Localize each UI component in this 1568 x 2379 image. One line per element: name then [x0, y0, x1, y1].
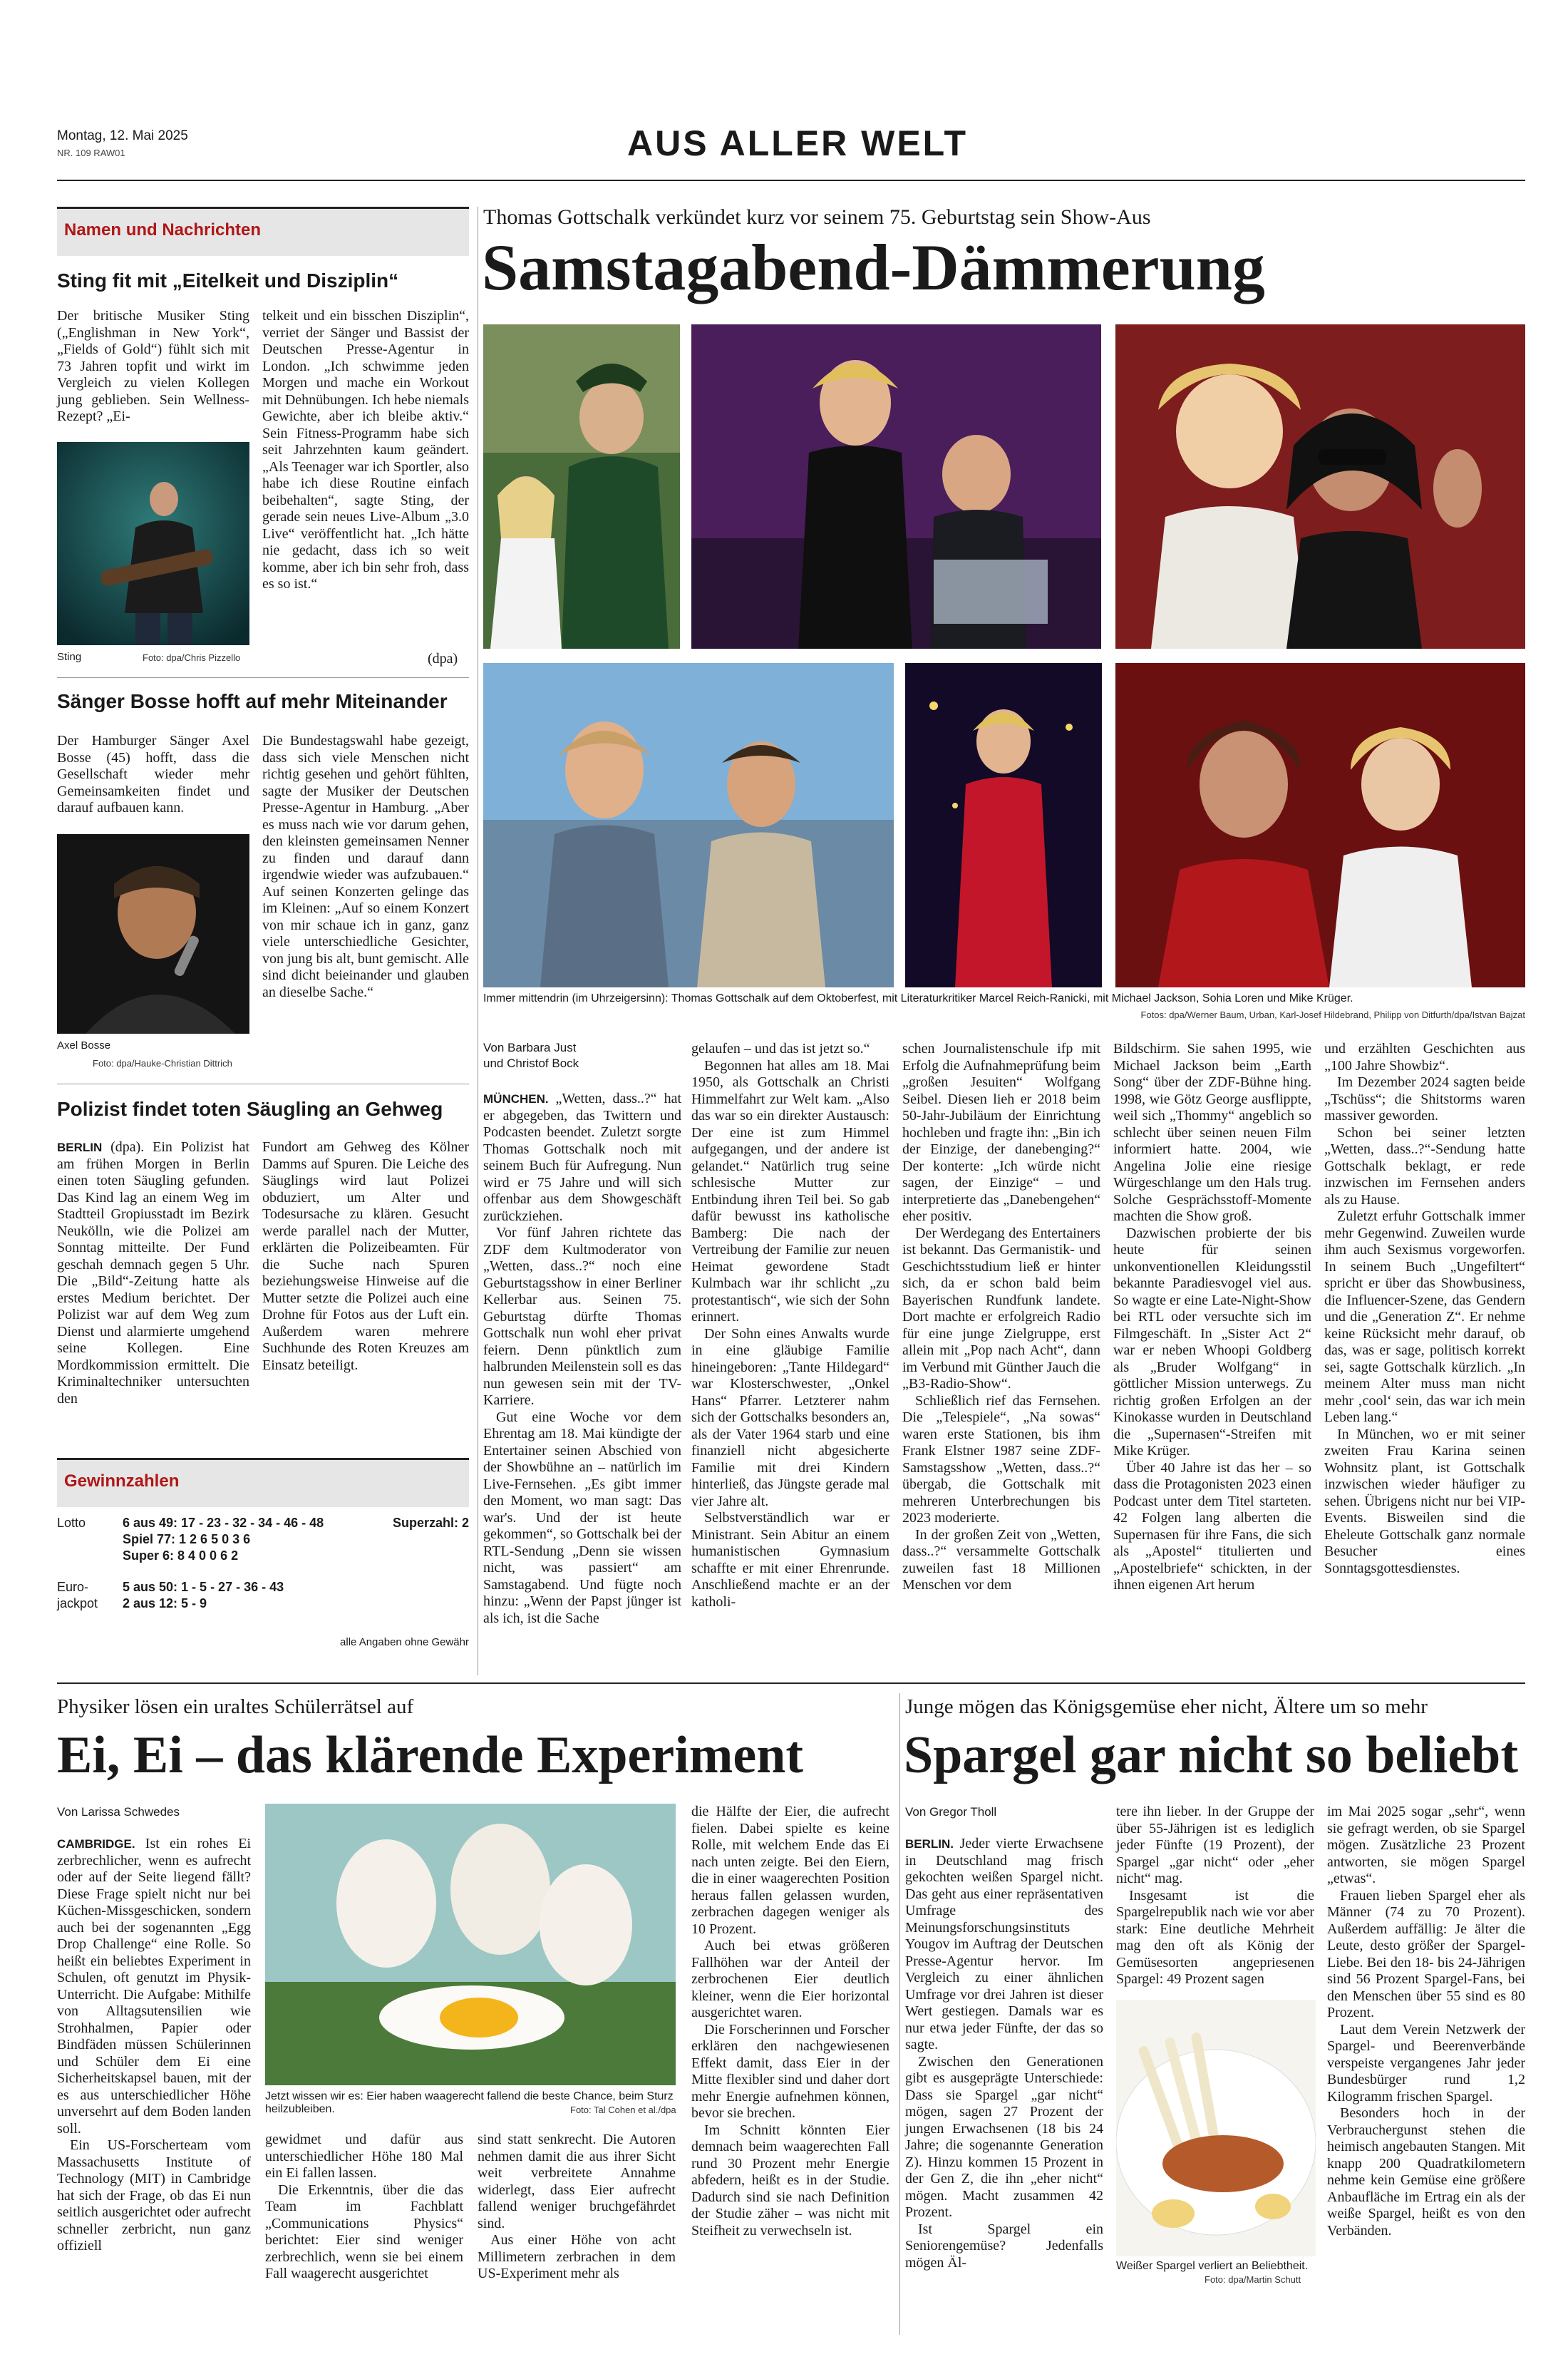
sting-caption: Sting: [57, 651, 82, 663]
egg-col2: [265, 2132, 463, 2283]
egg-photo: [265, 1804, 676, 2085]
main-text-2c: Der Sohn eines Anwalts wurde in eine gläubige Familie hineingeboren: „Tante Hildegard“ war Klosterschwester, „Onkel Hans“ Pfarrer. Letzterer nahm sich der Gottschalks besonders an, als der Vater 1964 starb und eine finanziell nicht abgesicherte Familie mit drei Kindern hinterließ, das Jüngste gerade mal vier Jahre alt.: [691, 1325, 889, 1509]
spargel-byline: Von Gregor Tholl: [905, 1805, 997, 1819]
spargel-text-2: tere ihn lieber. In der Gruppe der über 55-Jährigen ist es lediglich jeder Fünfte (19 Prozent), der Spargel „gar nicht“ oder „eher nicht“ mag.: [1116, 1804, 1314, 1886]
main-text-5b: Im Dezember 2024 sagten beide „Tschüss“; die Shitstorms waren massiver geworden.: [1324, 1074, 1525, 1124]
lotto-super6: Super 6: 8 4 0 0 6 2: [123, 1548, 239, 1563]
main-text-2: gelaufen – und das ist jetzt so.“: [691, 1041, 870, 1057]
main-col1: [483, 1091, 681, 1627]
main-text-1b: Vor fünf Jahren richtete das ZDF dem Kultmoderator von „Wetten, dass..?“ noch eine Geburtstagsshow in einer Berliner Kellerbar aus. Seinen 75. Geburtstag dürfte Thomas Gottschalk nun wohl eher privat feiern. Denn pünktlich zum halbrunden Meilenstein soll es das nun gewesen sein mit der TV-Karriere.: [483, 1225, 681, 1408]
spargel-text-3b: Frauen lieben Spargel eher als Männer (74 zu 70 Prozent). Außerdem auffällig: Je älter die Leute, desto größer der Spargel-Liebe. Bei den 18- bis 24-Jährigen sind 56 Prozent Spargel-Fans, bei den Menschen über 55 sind es 80 Prozent.: [1327, 1887, 1525, 2020]
baby-body-1: (dpa). Ein Polizist hat am frühen Morgen in Berlin einen toten Säugling gefunden. Das Kind lag an einem Weg im Stadtteil Gropiusstadt im Bezirk Neukölln, wie die Polizei am Sonntag mitteilte. Der Fund geschah demnach gegen 5 Uhr. Die „Bild“-Zeitung hatte als erstes Medium berichtet. Der Polizist war auf dem Weg zum Dienst und alarmierte umgehend seine Kollegen. Eine Mordkommission ermittelt. Die Kriminaltechniker untersuchten den: [57, 1139, 249, 1407]
egg-body-1a: Ist ein rohes Ei zerbrechlicher, wenn es aufrecht oder auf der Seite liegend fällt? Diese Frage spielt nicht nur bei Küchen-Missgeschicken, sondern auch bei der sogenannten „Egg Drop Challenge“ eine Rolle. So heißt ein beliebtes Experiment in Schulen, oft genutzt im Physik-Unterricht. Die Aufgabe: Mithilfe von Alltagsutensilien wie Strohhalmen, Papier oder Bindfäden müssen Schülerinnen und Schüler dem Ei eine Sicherheitskapsel bauen, mit der es aus unterschiedlicher Höhe unversehrt auf dem Boden landen soll.: [57, 1836, 252, 2137]
main-text-2b: Begonnen hat alles am 18. Mai 1950, als Gottschalk an Christi Himmelfahrt zur Welt kam. „Also das war so ein direkter Austausch: Der eine ist zum Himmel aufgegangen, und der andere ist gelandet.“ Natürlich trug seine schlesische Mutter zur Entbindung ihren Teil bei. So gab dafür bewusst ins katholische Bamberg: Die nach der Vertreibung der Familie zur neuen Heimat gewordene Stadt Kulmbach war ihr schlicht „zu protestantisch“, wie sich der Sohn erinnert.: [691, 1057, 889, 1325]
main-body-1a: „Wetten, dass..?“ hat er abgegeben, das Twittern und Podcasten beendet. Zuletzt sorgte Thomas Gottschalk noch mit seinem Buch für Aufregung. Nun wird er 75 Jahre und will sich offenbar aus dem Showgeschäft zurückziehen.: [483, 1091, 682, 1224]
baby-col2: [262, 1139, 469, 1374]
baby-text-2: Fundort am Gehweg des Kölner Damms auf Spuren. Die Leiche des Säuglings wird laut Polizei obduziert, um Alter und Todesursache zu klären. Gesucht werde parallel nach der Mutter, erklärten die Polizeibeamten. Für die Suche nach Spuren beziehungsweise Hinweise auf die Mutter setzte die Polizei auch eine Drohne für Fotos aus der Luft ein. Außerdem waren mehrere Suchhunde des Roten Kreuzes am Einsatz beteiligt.: [262, 1139, 469, 1373]
spargel-col3: [1327, 1804, 1525, 2239]
bosse-headline: Sänger Bosse hofft auf mehr Miteinander: [57, 690, 448, 712]
spargel-dateline: BERLIN.: [905, 1837, 954, 1851]
lotto-rubric: Gewinnzahlen: [64, 1471, 180, 1491]
bosse-caption: Axel Bosse: [57, 1039, 111, 1052]
sidebar-rubric: Namen und Nachrichten: [64, 220, 262, 240]
main-kicker: Thomas Gottschalk verkündet kurz vor seinem 75. Geburtstag sein Show-Aus: [483, 205, 1151, 229]
spargel-caption: Weißer Spargel verliert an Beliebtheit.: [1116, 2260, 1309, 2272]
bosse-text-1: Der Hamburger Sänger Axel Bosse (45) hofft, dass die Gesellschaft wieder mehr Gemeinsamkeiten findet und darauf aufbauen kann.: [57, 733, 249, 816]
sting-col2: [262, 308, 469, 593]
egg-text-3b: Aus einer Höhe von acht Millimetern zerbrachen in dem US-Experiment mehr als: [478, 2232, 676, 2281]
baby-dateline: BERLIN: [57, 1141, 103, 1154]
main-text-1c: Gut eine Woche vor dem Ehrentag am 18. Mai kündigte der Entertainer seinen Abschied von der Showbühne an – natürlich im Live-Fernsehen. „Es gibt immer den Moment, wo man sagt: Das war's. Und der ist heute gekommen“, so Gottschalk bei der RTL-Sendung „Denn sie wissen nicht, was passiert“ am Samstagabend. Und fügte noch hinzu: „Wenn der Papst jünger ist als ich, ist die Sache: [483, 1409, 681, 1626]
issue-number: NR. 109 RAW01: [57, 148, 125, 158]
main-text-4: Bildschirm. Sie sahen 1995, wie Michael Jackson beim „Earth Song“ über der ZDF-Bühne hing. 1998, wie Götz George ausflippte, weil sich „Thommy“ angeblich so schlecht über seinen neuen Film informiert hatte. 2004, wie Angelina Jolie eine riesige Würgeschlange um den Hals trug. Solche Gesprächsstoff-Momente machten die Show groß.: [1113, 1041, 1311, 1224]
spargel-credit: Foto: dpa/Martin Schutt: [1205, 2274, 1301, 2285]
main-text-3: schen Journalistenschule ifp mit Erfolg die Aufnahmeprüfung beim „großen Jesuiten“ Wolfgang Seibel. Diesen lieh er 2018 beim 50-Jahr-Jubiläum der Einrichtung hochleben und fragte ihn: „Bin ich der Einzige, der danebenging?“ Der konterte: „Ich würde nicht sagen, der Einzige“ – und interpretierte das „Danebengehen“ eher positiv.: [902, 1041, 1100, 1224]
lotto-superzahl: Superzahl: 2: [392, 1516, 469, 1530]
main-text-5: und erzählten Geschichten aus „100 Jahre Showbiz“.: [1324, 1041, 1525, 1074]
sting-text-2: telkeit und ein bisschen Disziplin“, verriet der Sänger und Bassist der Deutschen Presse-Agentur in London. „Ich schwimme jeden Morgen und mache ein Workout mit Dehnübungen. Ich hebe niemals Gewichte, aber ich bleibe aktiv.“ Sein Fitness-Programm habe sich seit Jahrzehnten kaum geändert. „Als Teenager war ich Sportler, also habe ich diese Routine einfach beibehalten“, sagte Sting, der gerade sein neues Live-Album „3.0 Live“ veröffentlicht hat. „Ich hätte nie gedacht, dass ich so weit komme, aber ich bin sehr froh, dass es so ist.“: [262, 308, 469, 592]
spargel-body-1a: Jeder vierte Erwachsene in Deutschland mag frisch gekochten weißen Spargel nicht. Das geht aus einer repräsentativen Umfrage des Meinungsforschungsinstituts Yougov im Auftrag der Deutschen Presse-Agentur hervor. Im Vergleich zu einer ähnlichen Umfrage vor drei Jahren ist dieser Wert gestiegen. Damals war es nur etwa jeder Fünfte, der das so sagte.: [905, 1836, 1104, 2052]
spargel-col1: [905, 1836, 1103, 2271]
main-headline: Samstagabend-Dämmerung: [482, 231, 1265, 304]
egg-caption: Jetzt wissen wir es: Eier haben waagerecht fallend die beste Chance, beim Sturz heilzubleiben.: [265, 2090, 674, 2115]
spargel-text-3: im Mai 2025 sogar „sehr“, wenn sie gefragt werden, ob sie Spargel mögen. Zusätzliche 23 Prozent antworten, sie mögen Spargel „etwas“.: [1327, 1804, 1525, 1886]
photo-reich-ranicki: [691, 324, 1101, 649]
main-text-5e: In München, wo er mit seiner zweiten Frau Karina seinen Wohnsitz plant, ist Gottschalk inzwischen wieder häufiger zu sehen. Übrigens nicht nur bei VIP-Events. Bisweilen sind die Eheleute Gottschalk ganz normale Besucher eines Sonntagsgottesdienstes.: [1324, 1426, 1525, 1576]
lotto-6aus49: 6 aus 49: 17 - 23 - 32 - 34 - 46 - 48: [123, 1516, 324, 1530]
spargel-text-2b: Insgesamt ist die Spargelrepublik nach wie vor aber stark: Eine deutliche Mehrheit mag den oft als König der Gemüsesorten angepriesenen Spargel: 49 Prozent sagen: [1116, 1887, 1314, 1987]
main-col5: [1324, 1041, 1525, 1577]
bottom-column-divider: [899, 1693, 900, 2335]
main-col4: [1113, 1041, 1311, 1594]
sting-credit: Foto: dpa/Chris Pizzello: [143, 652, 241, 663]
sting-photo: [57, 442, 249, 645]
egg-col3: [478, 2132, 676, 2283]
main-byline-1: Von Barbara Just: [483, 1041, 577, 1054]
egg-text-4b: Auch bei etwas größeren Fallhöhen war der Anteil der zerbrochenen Eier deutlich kleiner, wenn die Eier horizontal ausgerichtet waren.: [691, 1938, 889, 2020]
main-text-5c: Schon bei seiner letzten „Wetten, dass..?“-Sendung hatte Gottschalk beklagt, er rede inzwischen im Fernsehen anders als zu Hause.: [1324, 1124, 1525, 1208]
eurojackpot-label-2: jackpot: [57, 1596, 98, 1610]
spargel-photo: [1116, 2000, 1316, 2256]
main-col3: [902, 1041, 1100, 1594]
spargel-text-1c: Ist Spargel ein Seniorengemüse? Jedenfalls mögen Äl-: [905, 2221, 1103, 2271]
egg-credit: Foto: Tal Cohen et al./dpa: [570, 2105, 676, 2115]
spargel-col2: [1116, 1804, 1314, 1988]
main-text-4c: Über 40 Jahre ist das her – so dass die Protagonisten 2023 einen Podcast unter dem Titel starteten. 42 Folgen lang alberten die Supernasen für ihre Fans, die sich als „Apostel“ titulierten und „Apostelbriefe“ schickten, in der ihnen eigenen Art herum: [1113, 1459, 1311, 1593]
masthead-rule: [57, 180, 1525, 181]
main-caption: Immer mittendrin (im Uhrzeigersinn): Thomas Gottschalk auf dem Oktoberfest, mit Literaturkritiker Marcel Reich-Ranicki, mit Michael Jackson, Sohia Loren und Mike Krüger.: [483, 992, 1353, 1004]
egg-text-1: [57, 1836, 251, 2137]
main-text-3c: Schließlich rief das Fernsehen. Die „Telespiele“, „Na sowas“ waren erste Stationen, bis ihm Frank Elstner 1987 seine ZDF-Samstagsshow „Wetten, dass..?“ übergab, die Gottschalk mit mehreren Unterbrechungen bis 2023 moderierte.: [902, 1392, 1100, 1526]
main-text-1: [483, 1091, 681, 1225]
main-text-4b: Dazwischen probierte der bis heute für seinen unkonventionellen Kleidungsstil bekannte Paradiesvogel viel aus. So wagte er eine Late-Night-Show bei RTL oder versuchte sich im Filmgeschäft. In „Sister Act 2“ war er neben Whoopi Goldberg als „Bruder Wolfgang“ in göttlicher Mission unterwegs. Zu richtig großen Erfolgen an der Kinokasse wurden in Deutschland die „Supernasen“-Streifen mit Mike Krüger.: [1113, 1225, 1311, 1459]
egg-text-4d: Im Schnitt könnten Eier demnach beim waagerechten Fall rund 30 Prozent mehr Energie abfedern, heißt es in der Studie. Dadurch sind sie nach Definition der Studie zäher – was nicht mit Steifheit zu verwechseln ist.: [691, 2122, 889, 2239]
eurojackpot-5aus50: 5 aus 50: 1 - 5 - 27 - 36 - 43: [123, 1580, 284, 1594]
bosse-text-2: Die Bundestagswahl habe gezeigt, dass sich viele Menschen nicht richtig gesehen und gehört fühlten, sagte der Musiker der Deutschen Presse-Agentur in Hamburg. „Aber es muss nach wie vor darum gehen, den kleinsten gemeinsamen Nenner zu finden und darauf dann irgendwie wieder was aufzubauen.“ Auf seinen Konzerten gelinge das im Kleinen: „Auf so einem Konzert von mir schaue ich in ganz, ganz viele unterschiedliche Gesichter, von jung bis alt, bunt gemischt. Alle sind dicht beieinander und glauben an dieselbe Sache.“: [262, 733, 469, 1000]
spargel-headline: Spargel gar nicht so beliebt: [904, 1726, 1518, 1784]
egg-text-4: die Hälfte der Eier, die aufrecht fielen. Dabei spielte es keine Rolle, mit welchem Ende das Ei nach unten zeigte. Bei den Eiern, die in einer waagerechten Position heraus fallen gelassen wurden, zerbrachen dagegen weniger als 10 Prozent.: [691, 1804, 889, 1937]
eurojackpot-label-1: Euro-: [57, 1580, 89, 1594]
photo-gottschalk-red: [905, 663, 1102, 987]
spargel-kicker: Junge mögen das Königsgemüse eher nicht, Ältere um so mehr: [905, 1695, 1428, 1718]
lotto-label: Lotto: [57, 1516, 86, 1530]
egg-text-1b: Ein US-Forscherteam vom Massachusetts Institute of Technology (MIT) in Cambridge hat sich der Frage, ob das Ei nun seitlich ausgerichtet oder aufrecht schneller zerbricht, nun ganz offiziell: [57, 2137, 251, 2254]
egg-text-4c: Die Forscherinnen und Forscher erklären den nachgewiesenen Effekt damit, dass Eier in der Mitte flexibler sind und daher dort mehr Energie aufnehmen können, bevor sie brechen.: [691, 2021, 889, 2121]
spargel-text-1: [905, 1836, 1103, 2054]
issue-date: Montag, 12. Mai 2025: [57, 128, 188, 143]
egg-headline: Ei, Ei – das klärende Experiment: [57, 1726, 804, 1784]
baby-headline: Polizist findet toten Säugling an Gehweg: [57, 1098, 443, 1120]
bosse-col1: [57, 733, 249, 817]
bosse-photo: [57, 834, 249, 1034]
main-text-3b: Der Werdegang des Entertainers ist bekannt. Das Germanistik- und Geschichtsstudium ließ er hinter sich, da er schon bald beim Bayerischen Rundfunk landete. Dort machte er erfolgreich Radio für eine junge Zielgruppe, erst allein mit „Pop nach Acht“, dann im Verbund mit Günther Jauch die „B3-Radio-Show“.: [902, 1225, 1100, 1392]
main-text-2d: Selbstverständlich war er Ministrant. Sein Abitur an einem humanistischen Gymnasium schaffte er mit einer Ehrenrunde. Anschließend machte er an der katholi-: [691, 1510, 889, 1610]
spargel-text-3c: Laut dem Verein Netzwerk der Spargel- und Beerenverbände verspeiste vergangenes Jahr jeder Bundesbürger rund 1,2 Kilogramm frischen Spargel.: [1327, 2021, 1525, 2105]
photo-oktoberfest: [483, 324, 680, 649]
spargel-text-1b: Zwischen den Generationen gibt es ausgeprägte Unterschiede: Dass sie Spargel „gar nicht“ mögen, sagen 27 Prozent der jungen Erwachsenen (18 bis 24 Jahre; die sogenannte Generation Z). Hinzu kommen 15 Prozent in der Gen Z, die ihn „eher nicht“ mögen. Macht zusammen 42 Prozent.: [905, 2053, 1103, 2220]
eurojackpot-2aus12: 2 aus 12: 5 - 9: [123, 1596, 207, 1610]
main-text-5d: Zuletzt erfuhr Gottschalk immer mehr Gegenwind. Zuweilen wurde ihm auch Sexismus vorgeworfen. In seinem Buch „Ungefiltert“ spricht er über das Showbusiness, die Influencer-Szene, das Gendern und die „Generation Z“. Er nehme keine Rücksicht mehr darauf, ob das, was er sage, politisch korrekt sei, sagte Gottschalk kürzlich. „In meinem Alter muss man nicht mehr ‚cool‘ sein, das war ich mein Leben lang.“: [1324, 1208, 1525, 1425]
egg-text-3: sind statt senkrecht. Die Autoren nehmen damit die aus ihrer Sicht weit verbreitete Annahme widerlegt, dass Eier aufrecht fallend weniger bruchgefährdet sind.: [478, 2132, 676, 2231]
main-col2: [691, 1041, 889, 1610]
baby-text-1: [57, 1139, 249, 1407]
egg-kicker: Physiker lösen ein uraltes Schülerrätsel auf: [57, 1695, 414, 1718]
egg-text-2b: Die Erkenntnis, über die das Team im Fachblatt „Communications Physics“ berichtet: Eier sind weniger zerbrechlich, wenn sie bei einem Fall waagerecht ausgerichtet: [265, 2182, 463, 2281]
bottom-rule: [57, 1682, 1525, 1684]
bosse-col2: [262, 733, 469, 1001]
sting-divider: [57, 677, 469, 678]
sting-headline: Sting fit mit „Eitelkeit und Disziplin“: [57, 269, 399, 292]
egg-col1: [57, 1836, 251, 2255]
main-text-3d: In der großen Zeit von „Wetten, dass..?“ versammelte Gottschalk zuweilen fast 18 Millionen Menschen vor dem: [902, 1526, 1100, 1593]
main-dateline: MÜNCHEN.: [483, 1092, 549, 1106]
sidebar-rubric-bar: [57, 207, 469, 256]
baby-col1: [57, 1139, 249, 1407]
egg-text-2: gewidmet und dafür aus unterschiedlicher Höhe 180 Mal ein Ei fallen lassen.: [265, 2132, 463, 2181]
main-credit: Fotos: dpa/Werner Baum, Urban, Karl-Josef Hildebrand, Philipp von Ditfurth/dpa/Istvan Bajzat: [1140, 1009, 1525, 1020]
sting-col1: [57, 308, 249, 426]
spargel-text-3d: Besonders hoch in der Verbrauchergunst stehen die heimisch angebauten Stangen. Mit knapp 200 Quadratkilometern nehme kein Gemüse eine größere Anbaufläche im Ertrag ein als der weiße Spargel, heißt es von den Verbänden.: [1327, 2105, 1525, 2239]
main-byline-2: und Christof Bock: [483, 1057, 579, 1070]
photo-jackson: [1115, 324, 1525, 649]
egg-dateline: CAMBRIDGE.: [57, 1837, 135, 1851]
lotto-spiel77: Spiel 77: 1 2 6 5 0 3 6: [123, 1532, 251, 1546]
photo-loren: [1115, 663, 1525, 987]
bosse-credit: Foto: dpa/Hauke-Christian Dittrich: [93, 1058, 232, 1069]
section-title: AUS ALLER WELT: [627, 123, 969, 163]
sting-text-1: Der britische Musiker Sting („Englishman in New York“, „Fields of Gold“) fühlt sich mit 73 Jahren topfit und wirkt im Vergleich zu vielen Kollegen jung geblieben. Sein Wellness-Rezept? „Ei-: [57, 308, 249, 424]
egg-col4: [691, 1804, 889, 2239]
egg-byline: Von Larissa Schwedes: [57, 1805, 180, 1819]
photo-supernasen: [483, 663, 894, 987]
lotto-rubric-bar: [57, 1458, 469, 1507]
lotto-note: alle Angaben ohne Gewähr: [340, 1636, 469, 1648]
sting-source: (dpa): [428, 651, 458, 667]
